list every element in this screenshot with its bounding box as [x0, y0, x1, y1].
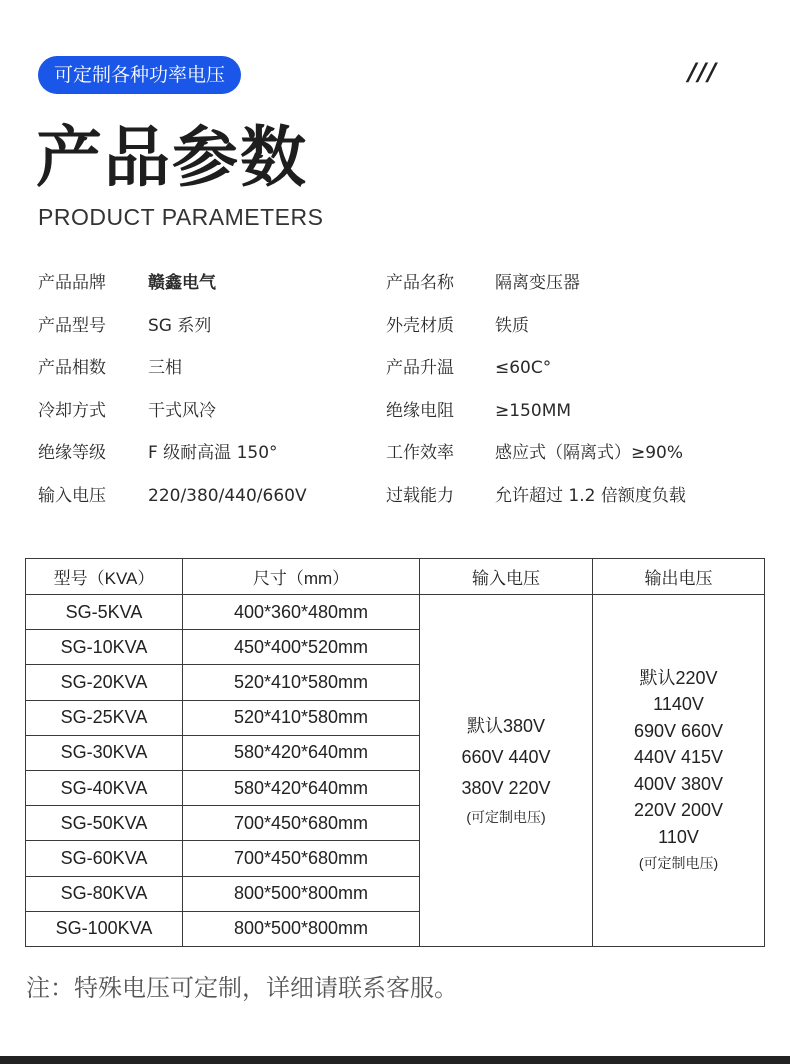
param-value: 感应式（隔离式）≥90%: [495, 443, 684, 464]
model-cell: SG-40KVA: [26, 770, 183, 805]
footer-note: 注：特殊电压可定制，详细请联系客服。: [26, 974, 458, 1002]
header-model: 型号（KVA）: [26, 559, 183, 595]
input-voltage-line: 660V 440V: [461, 747, 551, 767]
param-value: 允许超过 1.2 倍额度负载: [495, 485, 686, 506]
header-output-voltage: 输出电压: [593, 559, 765, 595]
customizable-badge: 可定制各种功率电压: [38, 56, 241, 94]
output-voltage-line: 690V 660V: [633, 720, 724, 741]
output-voltage-line: 400V 380V: [633, 773, 724, 794]
size-cell: 800*500*800mm: [183, 911, 420, 946]
parameter-list: [38, 262, 758, 518]
page-title: 产品参数: [36, 119, 308, 196]
size-cell: 520*410*580mm: [183, 700, 420, 735]
table-header-row: [26, 559, 765, 595]
output-voltage-line: 440V 415V: [633, 747, 724, 768]
parameter-row: [38, 390, 758, 433]
parameter-row: [38, 475, 758, 518]
size-cell: 450*400*520mm: [183, 630, 420, 665]
input-voltage-cell: [420, 595, 593, 947]
param-label: 产品名称: [386, 273, 454, 293]
output-voltage-note: (可定制电压): [638, 855, 719, 872]
param-value: 干式风冷: [148, 400, 216, 421]
output-voltage-line: 默认220V: [639, 667, 718, 688]
param-value: SG 系列: [148, 315, 212, 336]
size-cell: 700*450*680mm: [183, 806, 420, 841]
page-subtitle: PRODUCT PARAMETERS: [38, 204, 324, 230]
input-voltage-note: (可定制电压): [466, 809, 546, 825]
parameter-row: [38, 262, 758, 305]
size-cell: 800*500*800mm: [183, 876, 420, 911]
param-label: 绝缘电阻: [386, 400, 454, 421]
model-cell: SG-25KVA: [26, 700, 183, 735]
size-cell: 400*360*480mm: [183, 595, 420, 630]
param-label: 过载能力: [386, 485, 454, 506]
output-voltage-line: 220V 200V: [633, 800, 724, 821]
parameter-row: [38, 305, 758, 348]
model-cell: SG-60KVA: [26, 841, 183, 876]
output-voltage-line: 110V: [658, 826, 699, 847]
param-label: 产品升温: [386, 358, 454, 379]
param-value: 220/380/440/660V: [148, 485, 307, 506]
output-voltage-cell: [593, 595, 765, 947]
param-label: 绝缘等级: [38, 443, 106, 464]
model-cell: SG-10KVA: [26, 630, 183, 665]
parameter-row: [38, 347, 758, 390]
size-cell: 520*410*580mm: [183, 665, 420, 700]
param-label: 产品相数: [38, 358, 106, 379]
spec-table: [25, 558, 765, 947]
output-voltage-line: 1140V: [653, 694, 704, 715]
param-value: ≤60C°: [495, 358, 552, 379]
param-label: 工作效率: [386, 443, 454, 464]
param-value: F 级耐高温 150°: [148, 443, 278, 464]
slash-decoration-icon: ///: [688, 58, 718, 86]
param-label: 产品品牌: [38, 273, 106, 293]
size-cell: 700*450*680mm: [183, 841, 420, 876]
model-cell: SG-50KVA: [26, 806, 183, 841]
size-cell: 580*420*640mm: [183, 735, 420, 770]
model-cell: SG-30KVA: [26, 735, 183, 770]
param-value: ≥150MM: [495, 400, 572, 421]
model-cell: SG-100KVA: [26, 911, 183, 946]
param-label: 外壳材质: [386, 315, 454, 336]
param-label: 输入电压: [38, 485, 106, 506]
param-value: 铁质: [495, 315, 529, 336]
size-cell: 580*420*640mm: [183, 770, 420, 805]
model-cell: SG-80KVA: [26, 876, 183, 911]
header-input-voltage: 输入电压: [420, 559, 593, 595]
input-voltage-line: 380V 220V: [461, 778, 551, 798]
bottom-divider: [0, 1056, 790, 1064]
parameter-row: [38, 432, 758, 475]
input-voltage-line: 默认380V: [466, 716, 546, 736]
param-value: 赣鑫电气: [148, 273, 216, 293]
param-label: 产品型号: [38, 315, 106, 336]
model-cell: SG-20KVA: [26, 665, 183, 700]
param-value: 三相: [148, 358, 182, 379]
param-value: 隔离变压器: [495, 273, 580, 293]
model-cell: SG-5KVA: [26, 595, 183, 630]
table-row: [26, 595, 765, 630]
param-label: 冷却方式: [38, 400, 106, 421]
header-size: 尺寸（mm）: [183, 559, 420, 595]
